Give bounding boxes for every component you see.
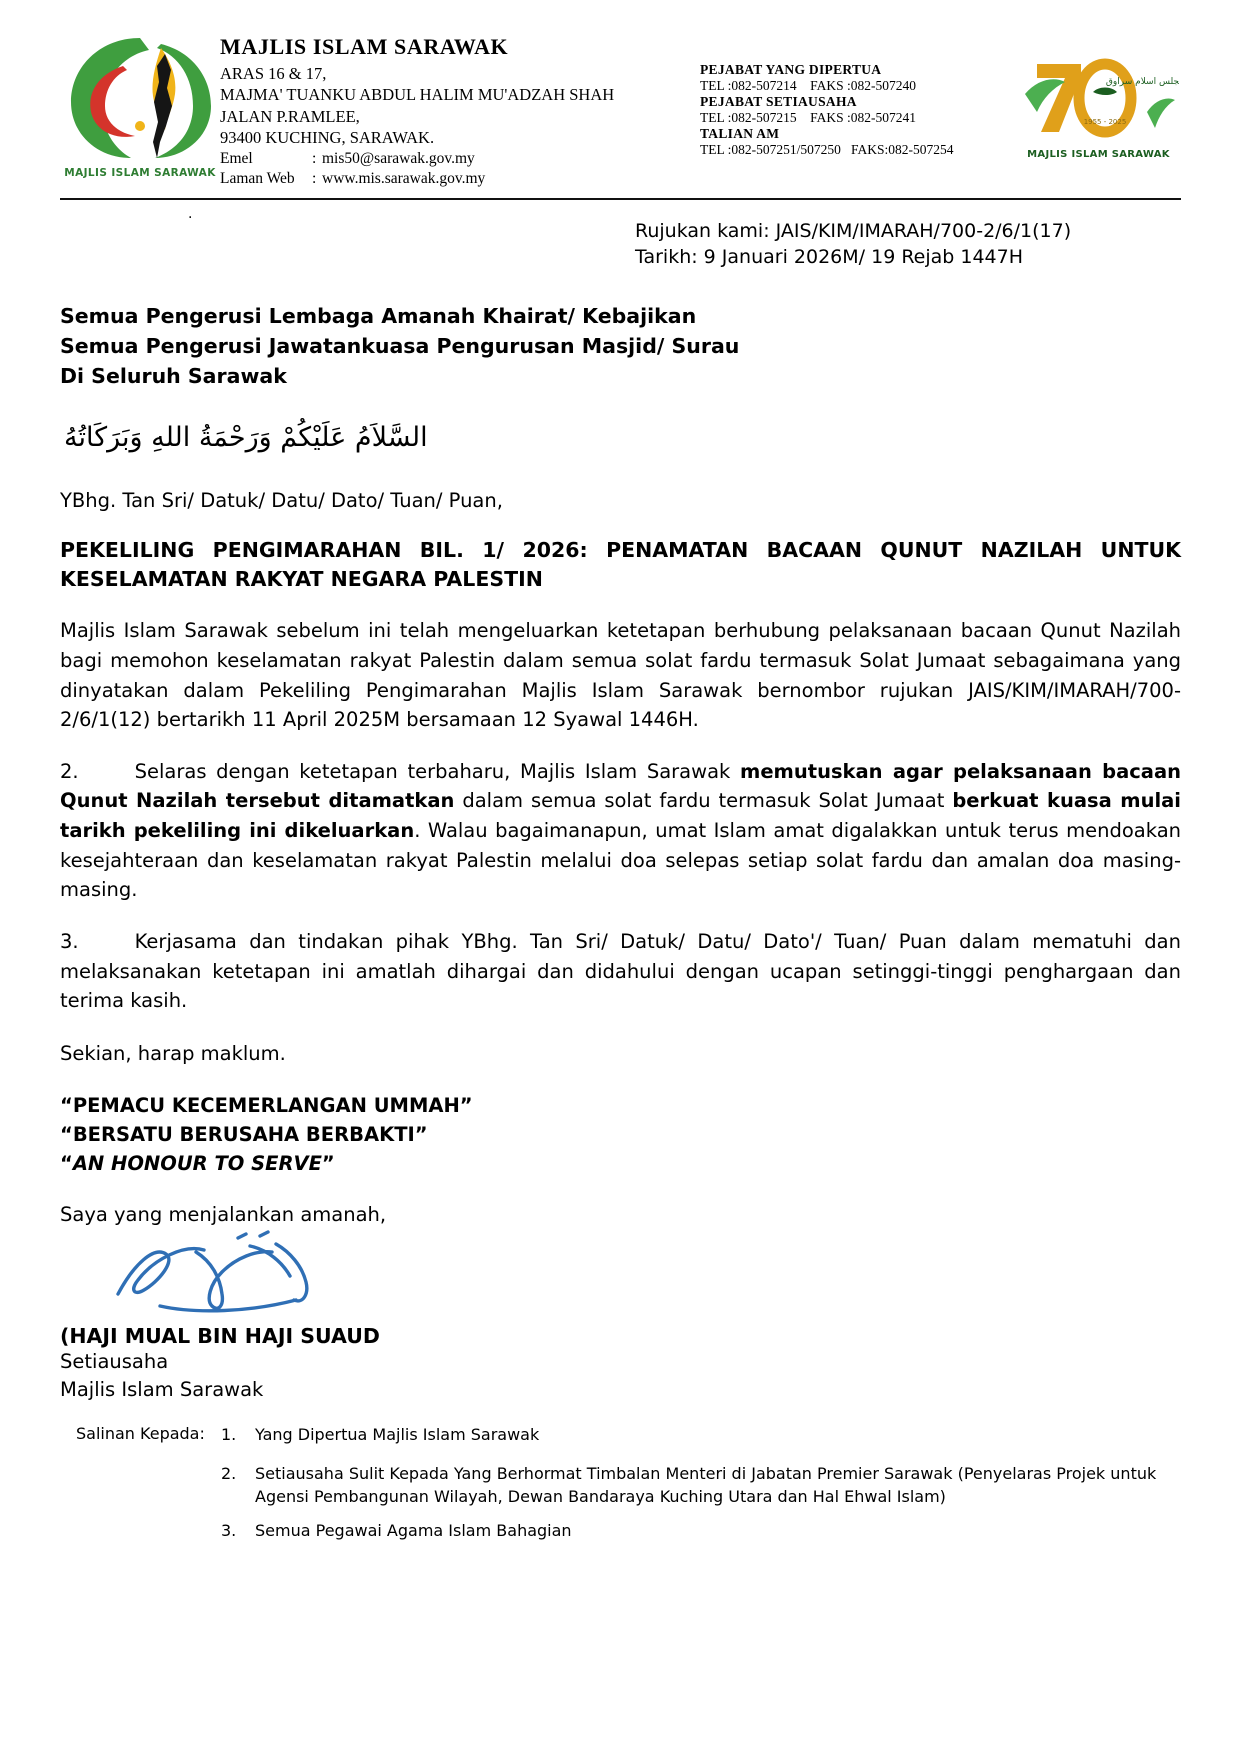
contact-line-1: TEL :082-507214 FAKS :082-507240 — [700, 78, 916, 93]
cc-block — [60, 1424, 1181, 1543]
contact-line-3: TEL :082-507251/507250 FAKS:082-507254 — [700, 142, 954, 157]
arabic-salutation: السَّلاَمُ عَلَيْكُمْ وَرَحْمَةُ اللهِ وَبَرَكَاتُهُ — [64, 422, 428, 454]
email-label: Emel — [220, 149, 253, 167]
svg-text:1955 - 2025: 1955 - 2025 — [1083, 118, 1126, 126]
paragraph-2-text-a: Selaras dengan ketetapan terbaharu, Majlis Islam Sarawak — [134, 759, 740, 783]
motto-line-3 — [60, 1149, 1181, 1178]
cc-item-text: Semua Pegawai Agama Islam Bahagian — [255, 1521, 572, 1541]
addressee-line-2: Semua Pengerusi Jawatankuasa Pengurusan Masjid/ Surau — [60, 333, 740, 358]
signatory-organisation: Majlis Islam Sarawak — [60, 1377, 264, 1401]
organisation-name: MAJLIS ISLAM SARAWAK — [220, 34, 509, 59]
contact-group-yang-dipertua — [700, 62, 1016, 94]
cc-list — [76, 1424, 1181, 1543]
address-block — [220, 26, 690, 190]
addressee-block — [60, 302, 1181, 391]
paragraph-2-bold-2: berkuat kuasa mulai tarikh pekeliling ini dikeluarkan — [60, 789, 1181, 843]
paragraph-2 — [60, 757, 1181, 905]
cc-item-text: Yang Dipertua Majlis Islam Sarawak — [255, 1425, 540, 1445]
paragraph-3 — [60, 927, 1181, 1016]
cc-list-item — [221, 1424, 1181, 1447]
contact-group-setiausaha — [700, 94, 1016, 126]
signatory-title: Setiausaha — [60, 1349, 169, 1373]
paragraph-2-text-e: . Walau bagaimanapun, umat Islam amat digalakkan untuk terus mendoakan kesejahteraan dan keselamatan rakyat Palestin melalui doa selepas setiap solat fardu dan amalan doa masing-masing. — [60, 819, 1181, 902]
motto-line-1: “PEMACU KECEMERLANGAN UMMAH” — [60, 1093, 473, 1117]
anniversary-logo-caption: MAJLIS ISLAM SARAWAK — [1027, 149, 1170, 160]
svg-text:مجلس اسلام سراوق: مجلس اسلام سراوق — [1105, 77, 1179, 87]
paragraph-1: Majlis Islam Sarawak sebelum ini telah mengeluarkan ketetapan berhubung pelaksanaan bacaan Qunut Nazilah bagi memohon keselamatan rakyat Palestin dalam semua solat fardu termasuk Solat Jumaat sebagaimana yang dinyatakan dalam Pekeliling Pengimarahan Majlis Islam Sarawak bernombor rujukan JAIS/KIM/IMARAH/700-2/6/1(12) bertarikh 11 April 2025M bersamaan 12 Syawal 1446H. — [60, 619, 1181, 732]
our-reference: Rujukan kami: JAIS/KIM/IMARAH/700-2/6/1(17) — [635, 219, 1072, 242]
paragraph-2-bold-1: memutuskan agar pelaksanaan bacaan Qunut Nazilah tersebut ditamatkan — [60, 759, 1181, 813]
cc-item-number: 2. — [221, 1463, 237, 1483]
mis-logo-left — [60, 26, 220, 179]
website-colon: : — [312, 170, 317, 188]
cc-item-text: Setiausaha Sulit Kepada Yang Berhormat Timbalan Menteri di Jabatan Premier Sarawak (Penyelaras Projek untuk Agensi Pembangunan Wilayah, Dewan Bandaraya Kuching Utara dan Hal Ehwal Islam) — [255, 1463, 1157, 1506]
website-value: www.mis.sarawak.gov.my — [322, 170, 486, 188]
motto-quote-open: “ — [60, 1152, 73, 1176]
contact-line-2: TEL :082-507215 FAKS :082-507241 — [700, 110, 916, 125]
contact-group-talian-am — [700, 126, 1016, 158]
email-colon: : — [312, 149, 317, 167]
letterhead — [60, 26, 1181, 190]
mis-emblem-icon — [65, 30, 215, 165]
reference-block — [60, 218, 1181, 270]
address-line-2: MAJMA' TUANKU ABDUL HALIM MU'ADZAH SHAH — [220, 85, 615, 105]
paragraph-3-text: Kerjasama dan tindakan pihak YBhg. Tan Sri/ Datuk/ Datu/ Dato'/ Tuan/ Puan dalam mematuhi dan melaksanakan ketetapan ini amatlah dihargai dan didahului dengan ucapan setinggi-tinggi penghargaan dan terima kasih. — [60, 929, 1181, 1013]
paragraph-2-text-c: dalam semua solat fardu termasuk Solat Jumaat — [454, 789, 953, 813]
website-row — [220, 169, 690, 189]
addressee-line-3: Di Seluruh Sarawak — [60, 363, 287, 388]
address-line-3: JALAN P.RAMLEE, — [220, 106, 360, 126]
mis-logo-left-caption: MAJLIS ISLAM SARAWAK — [64, 167, 216, 179]
signature-image — [60, 1228, 1181, 1324]
contact-block — [690, 26, 1016, 158]
cc-list-item — [221, 1520, 1181, 1543]
contact-title-2: PEJABAT SETIAUSAHA — [700, 94, 857, 109]
contact-title-1: PEJABAT YANG DIPERTUA — [700, 62, 882, 77]
addressee-line-1: Semua Pengerusi Lembaga Amanah Khairat/ Kebajikan — [60, 304, 697, 329]
cc-item-number: 3. — [221, 1521, 237, 1541]
letter-subject: PEKELILING PENGIMARAHAN BIL. 1/ 2026: PENAMATAN BACAAN QUNUT NAZILAH UNTUK KESELAMATAN RAKYAT NEGARA PALESTIN — [60, 538, 1181, 592]
address-line-1: ARAS 16 & 17, — [220, 64, 327, 83]
motto-block — [60, 1091, 1181, 1179]
cc-heading: Salinan Kepada: — [76, 1424, 205, 1444]
motto-line-2: “BERSATU BERUSAHA BERBAKTI” — [60, 1123, 428, 1147]
email-value: mis50@sarawak.gov.my — [322, 149, 475, 167]
closing-line: Sekian, harap maklum. — [60, 1041, 286, 1065]
paragraph-2-number: 2. — [60, 759, 79, 783]
anniversary-logo — [1016, 26, 1181, 160]
motto-quote-close: ” — [321, 1152, 335, 1176]
email-row — [220, 149, 690, 169]
paragraph-3-number: 3. — [60, 929, 79, 953]
cc-list-item — [221, 1463, 1181, 1508]
signoff-intro: Saya yang menjalankan amanah, — [60, 1202, 387, 1226]
header-divider — [60, 198, 1181, 200]
stray-dot: . — [188, 205, 193, 222]
contact-title-3: TALIAN AM — [700, 126, 780, 141]
handwritten-signature-icon — [100, 1228, 380, 1324]
cc-item-number: 1. — [221, 1425, 237, 1445]
website-label: Laman Web — [220, 170, 295, 188]
signatory-name: (HAJI MUAL BIN HAJI SUAUD — [60, 1323, 380, 1348]
70-years-anniversary-icon — [1019, 54, 1179, 144]
address-line-4: 93400 KUCHING, SARAWAK. — [220, 128, 435, 148]
motto-line-3-italic: AN HONOUR TO SERVE — [72, 1152, 322, 1176]
greeting-line: YBhg. Tan Sri/ Datuk/ Datu/ Dato/ Tuan/ Puan, — [60, 489, 503, 513]
letter-date: Tarikh: 9 Januari 2026M/ 19 Rejab 1447H — [635, 245, 1024, 268]
